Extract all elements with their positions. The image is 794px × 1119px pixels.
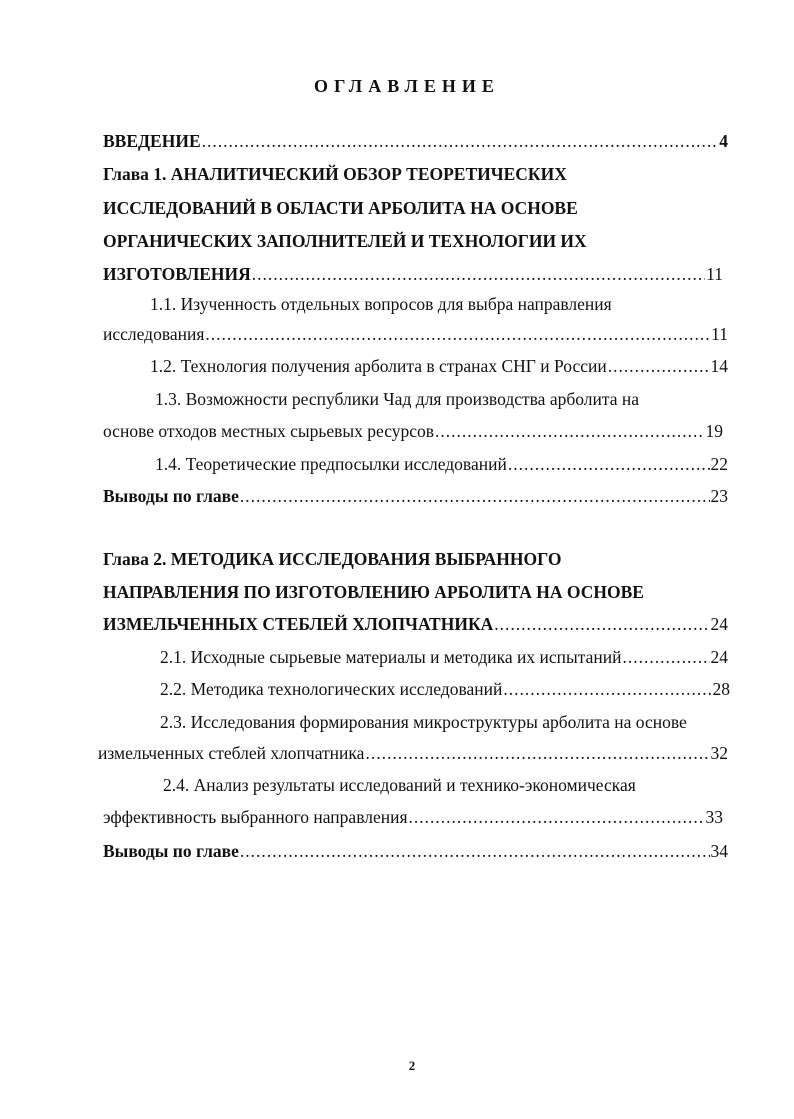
toc-entry-chapter1[interactable] (103, 261, 723, 287)
toc-entry-conclusion-2[interactable] (103, 838, 728, 864)
toc-entry-2-2[interactable] (160, 676, 730, 702)
toc-entry-2-3[interactable] (98, 740, 728, 766)
toc-entry-label: 2.2. Методика технологических исследований (160, 679, 503, 699)
toc-page-number: 33 (705, 807, 723, 827)
toc-page-number: 19 (705, 421, 723, 441)
toc-page-number: 11 (706, 264, 723, 284)
leader-dots (240, 483, 710, 509)
toc-page-number: 24 (710, 647, 728, 667)
leader-dots (503, 676, 711, 702)
toc-entry-1-1[interactable] (103, 321, 728, 347)
toc-page-number: 23 (710, 486, 728, 506)
toc-page-number: 28 (712, 679, 730, 699)
toc-page-number: 14 (710, 356, 728, 376)
toc-entry-1-2[interactable] (150, 353, 728, 379)
chapter2-heading-line-2: НАПРАВЛЕНИЯ ПО ИЗГОТОВЛЕНИЮ АРБОЛИТА НА ОСНОВЕ (103, 582, 644, 602)
leader-dots (202, 128, 719, 154)
toc-entry-2-3-line-1[interactable]: 2.3. Исследования формирования микроструктуры арболита на основе (160, 712, 687, 732)
toc-entry-conclusion-1[interactable] (103, 483, 728, 509)
toc-entry-label: эффективность выбранного направления (103, 807, 408, 827)
leader-dots (622, 644, 709, 670)
leader-dots (608, 353, 710, 379)
leader-dots (435, 418, 704, 444)
toc-entry-2-4-line-1[interactable]: 2.4. Анализ результаты исследований и технико-экономическая (163, 775, 636, 795)
toc-page-number: 22 (710, 454, 728, 474)
leader-dots (365, 740, 709, 766)
toc-page-number: 4 (719, 131, 728, 151)
toc-entry-1-3[interactable] (103, 418, 723, 444)
chapter1-heading-line-1: Глава 1. АНАЛИТИЧЕСКИЙ ОБЗОР ТЕОРЕТИЧЕСКИХ (103, 164, 567, 184)
toc-entry-label: исследования (103, 324, 205, 344)
leader-dots (409, 804, 705, 830)
leader-dots (252, 261, 705, 287)
toc-entry-label: 1.2. Технология получения арболита в странах СНГ и России (150, 356, 607, 376)
toc-page-number: 32 (710, 743, 728, 763)
chapter2-heading-line-1: Глава 2. МЕТОДИКА ИССЛЕДОВАНИЯ ВЫБРАННОГО (103, 549, 562, 569)
toc-entry-label: 2.1. Исходные сырьевые материалы и методика их испытаний (160, 647, 622, 667)
toc-entry-label: 1.4. Теоретические предпосылки исследований (155, 454, 507, 474)
toc-entry-label: Выводы по главе (103, 486, 239, 506)
toc-entry-chapter2[interactable] (103, 611, 728, 637)
toc-entry-label: ИЗГОТОВЛЕНИЯ (103, 264, 251, 284)
page-number: 2 (408, 1058, 416, 1073)
toc-entry-label: основе отходов местных сырьевых ресурсов (103, 421, 435, 441)
toc-entry-1-1-line-1[interactable]: 1.1. Изученность отдельных вопросов для выбра направления (150, 294, 612, 314)
leader-dots (205, 321, 710, 347)
toc-entry-1-4[interactable] (155, 451, 728, 477)
toc-entry-label: Выводы по главе (103, 841, 239, 861)
toc-entry-label: ИЗМЕЛЬЧЕННЫХ СТЕБЛЕЙ ХЛОПЧАТНИКА (103, 614, 494, 634)
chapter1-heading-line-2: ИССЛЕДОВАНИЙ В ОБЛАСТИ АРБОЛИТА НА ОСНОВЕ (103, 198, 578, 218)
leader-dots (240, 838, 710, 864)
page-title: ОГЛАВЛЕНИЕ (314, 76, 500, 96)
toc-entry-intro[interactable] (103, 128, 728, 154)
toc-entry-label: измельченных стеблей хлопчатника (98, 743, 365, 763)
toc-entry-1-3-line-1[interactable]: 1.3. Возможности республики Чад для производства арболита на (155, 389, 639, 409)
toc-entry-2-1[interactable] (160, 644, 728, 670)
toc-page-number: 34 (710, 841, 728, 861)
chapter1-heading-line-3: ОРГАНИЧЕСКИХ ЗАПОЛНИТЕЛЕЙ И ТЕХНОЛОГИИ ИХ (103, 231, 587, 251)
toc-entry-label: ВВЕДЕНИЕ (103, 131, 201, 151)
toc-page-number: 24 (710, 614, 728, 634)
leader-dots (508, 451, 710, 477)
leader-dots (494, 611, 709, 637)
toc-page-number: 11 (711, 324, 728, 344)
toc-entry-2-4[interactable] (103, 804, 723, 830)
